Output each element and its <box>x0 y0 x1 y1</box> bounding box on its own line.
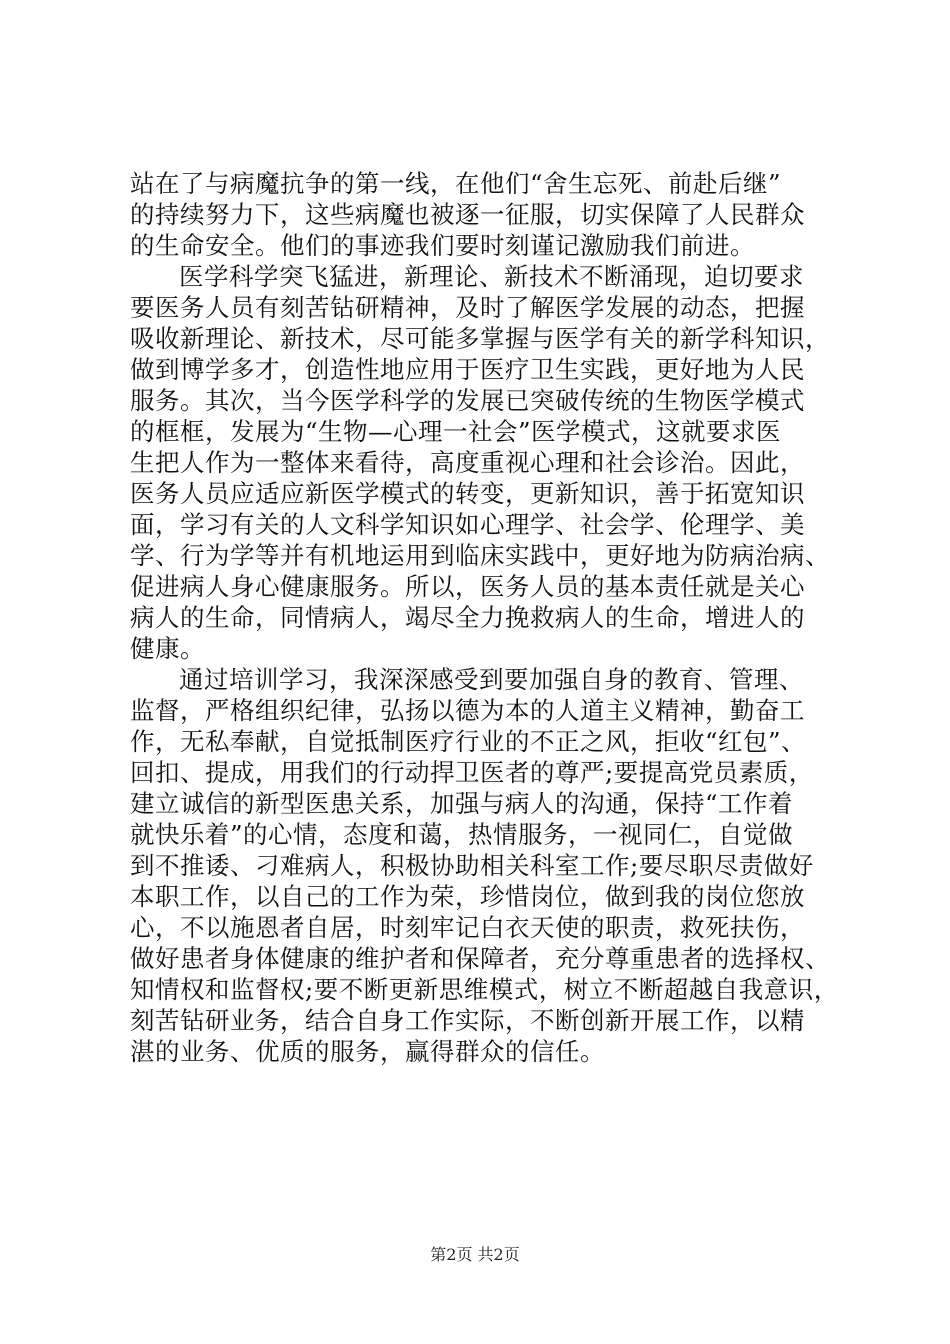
text-line: 的生命安全。他们的事迹我们要时刻谨记激励我们前进。 <box>130 231 755 260</box>
page-footer: 第2页 共2页 <box>430 1245 520 1264</box>
text-line: 要医务人员有刻苦钻研精神，及时了解医学发展的动态，把握 <box>130 293 805 322</box>
text-line: 做好患者身体健康的维护者和保障者，充分尊重患者的选择权、 <box>130 944 830 973</box>
text-line: 监督，严格组织纪律，弘扬以德为本的人道主义精神，勤奋工 <box>130 696 805 725</box>
text-line: 刻苦钻研业务，结合自身工作实际，不断创新开展工作，以精 <box>130 1006 805 1035</box>
paragraph <box>130 168 830 261</box>
text-line: 医学科学突飞猛进，新理论、新技术不断涌现，迫切要求 <box>179 262 804 291</box>
document-body <box>130 168 839 1067</box>
text-line: 面，学习有关的人文科学知识如心理学、社会学、伦理学、美 <box>130 510 805 539</box>
text-line: 建立诚信的新型医患关系，加强与病人的沟通，保持“工作着 <box>130 789 794 818</box>
paragraph <box>130 664 839 1067</box>
text-line: 吸收新理论、新技术，尽可能多掌握与医学有关的新学科知识， <box>130 324 830 353</box>
text-line: 通过培训学习，我深深感受到要加强自身的教育、管理、 <box>179 665 804 694</box>
text-line: 的框框，发展为“生物—心理一社会”医学模式，这就要求医 <box>130 417 782 446</box>
text-line: 湛的业务、优质的服务，赢得群众的信任。 <box>130 1037 605 1066</box>
text-line: 本职工作，以自己的工作为荣，珍惜岗位，做到我的岗位您放 <box>130 882 805 911</box>
text-line: 病人的生命，同情病人，竭尽全力挽救病人的生命，增进人的 <box>130 603 805 632</box>
text-line: 站在了与病魔抗争的第一线，在他们“舍生忘死、前赴后继” <box>130 169 782 198</box>
paragraph <box>130 261 830 664</box>
text-line: 作，无私奉献，自觉抵制医疗行业的不正之风，拒收“红包”、 <box>130 727 807 756</box>
text-line: 回扣、提成，用我们的行动捍卫医者的尊严;要提高党员素质， <box>130 758 814 787</box>
text-line: 生把人作为一整体来看待，高度重视心理和社会诊治。因此， <box>130 448 805 477</box>
text-line: 就快乐着”的心情，态度和蔼，热情服务，一视同仁，自觉做 <box>130 820 794 849</box>
text-line: 的持续努力下，这些病魔也被逐一征服，切实保障了人民群众 <box>130 200 805 229</box>
text-line: 健康。 <box>130 634 205 663</box>
text-line: 服务。其次，当今医学科学的发展已突破传统的生物医学模式 <box>130 386 805 415</box>
text-line: 知情权和监督权;要不断更新思维模式，树立不断超越自我意识， <box>130 975 839 1004</box>
text-line: 学、行为学等并有机地运用到临床实践中，更好地为防病治病、 <box>130 541 830 570</box>
text-line: 心，不以施恩者自居，时刻牢记白衣天使的职责，救死扶伤， <box>130 913 805 942</box>
text-line: 促进病人身心健康服务。所以，医务人员的基本责任就是关心 <box>130 572 805 601</box>
text-line: 到不推诿、刁难病人，积极协助相关科室工作;要尽职尽责做好 <box>130 851 814 880</box>
text-line: 医务人员应适应新医学模式的转变，更新知识，善于拓宽知识 <box>130 479 805 508</box>
text-line: 做到博学多才，创造性地应用于医疗卫生实践，更好地为人民 <box>130 355 805 384</box>
